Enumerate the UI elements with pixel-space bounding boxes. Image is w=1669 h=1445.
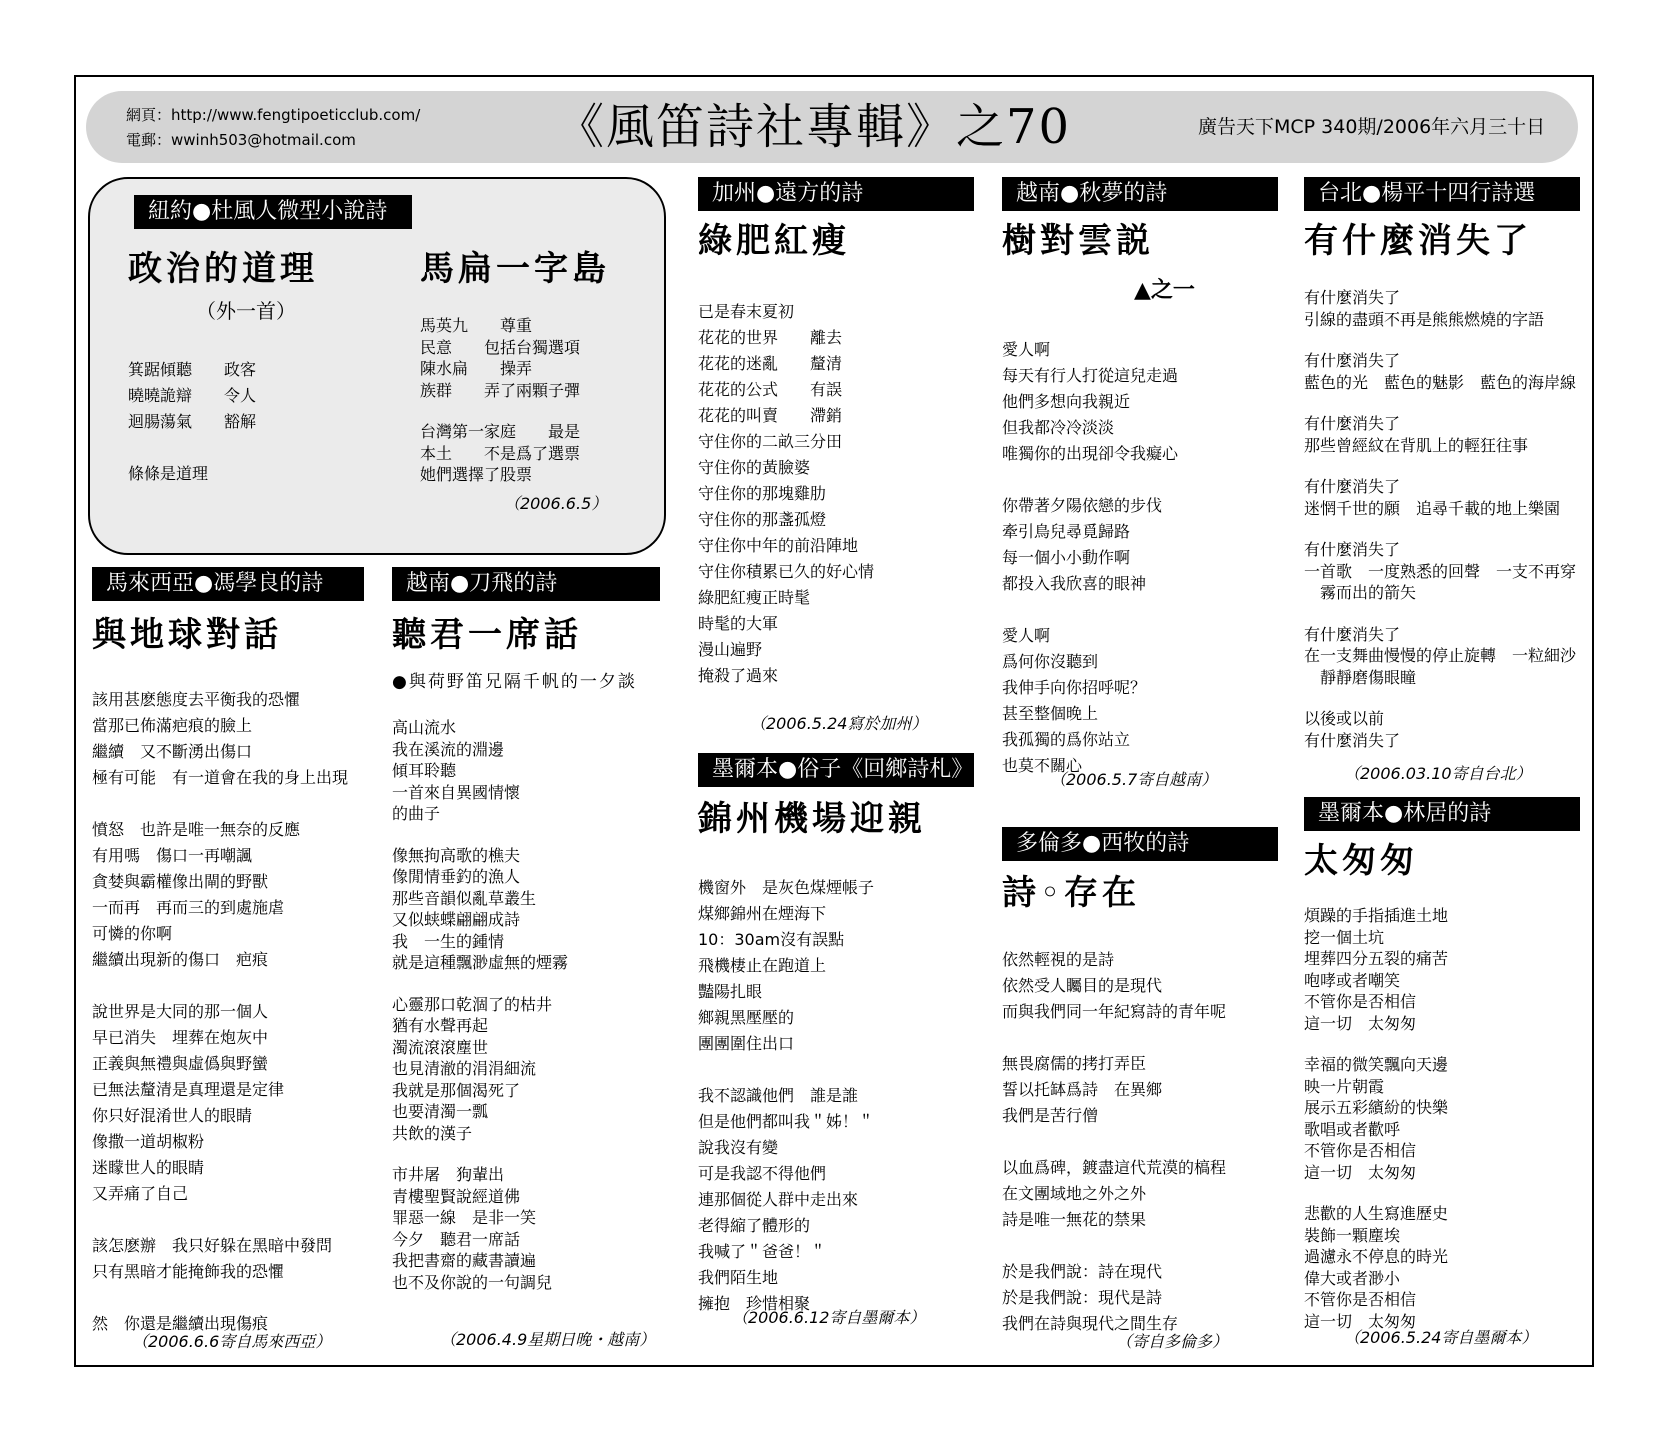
stanza-break <box>1304 519 1576 539</box>
poem-line: 我們在詩與現代之間生存 <box>1002 1314 1179 1333</box>
poem-line: 鄉親黑壓壓的 <box>698 1008 795 1027</box>
poem-line: 那些曾經紋在背肌上的輕狂往事 <box>1304 435 1529 455</box>
poem-title: 與地球對話 <box>92 615 282 655</box>
poem-line: 一首歌 一度熟悉的回聲 一支不再穿 <box>1304 561 1577 581</box>
poem-line: 幸福的微笑飄向天邊 <box>1304 1055 1449 1074</box>
poem-line: 不管你是否相信 <box>1304 992 1417 1011</box>
poem-line: 飛機棲止在跑道上 <box>698 956 827 975</box>
stanza-break <box>1002 1129 1226 1155</box>
poem-line: 罪惡一線 是非一笑 <box>392 1208 537 1227</box>
poem-line: 唯獨你的出現卻令我癡心 <box>1002 444 1179 463</box>
poem-date: （2006.03.10寄自台北） <box>1344 764 1532 783</box>
poem-line: 一首來自異國情懷 <box>392 782 521 802</box>
poem-line: 誓以托缽爲詩 在異鄉 <box>1002 1080 1163 1099</box>
poem-line: 老得縮了體形的 <box>698 1216 811 1235</box>
poem-line: 說世界是大同的那一個人 <box>92 1002 269 1021</box>
malaysia-tag: 馬來西亞●馮學良的詩 <box>92 567 364 601</box>
poem-line: 也要清濁一瓢 <box>392 1102 489 1121</box>
poem-body <box>420 315 580 486</box>
stanza-break <box>1002 1233 1226 1259</box>
poem-line: 詩是唯一無花的禁果 <box>1002 1210 1147 1229</box>
poem-line: 守住你的黃臉婆 <box>698 458 811 477</box>
poem-title: 錦州機場迎親 <box>698 799 926 839</box>
poem-line: 箕踞傾聽 政客 <box>128 360 257 379</box>
poem-line: 靜靜磨傷眼瞳 <box>1304 667 1417 687</box>
poem-line: 她們選擇了股票 <box>420 465 533 484</box>
newspaper-page <box>74 75 1594 1367</box>
poem-body <box>392 717 568 1293</box>
poem-line: 我們是苦行僧 <box>1002 1106 1099 1125</box>
poem-line: 也莫不關心 <box>1002 756 1083 775</box>
poem-line: 愛人啊 <box>1002 626 1051 645</box>
poem-line: 已是春末夏初 <box>698 302 795 321</box>
poem-line: 就是這種飄渺虛無的煙霧 <box>392 953 569 972</box>
poem-line: 極有可能 有一道會在我的身上出現 <box>92 768 349 787</box>
poem-line: 族群 弄了兩顆子彈 <box>420 380 581 400</box>
poem-title: 政治的道理 <box>128 249 318 289</box>
poem-line: 這一切 太匆匆 <box>1304 1013 1417 1033</box>
poem-line: 有用嗎 傷口一再嘲諷 <box>92 846 253 865</box>
poem-line: 青樓聖賢說經道佛 <box>392 1186 521 1206</box>
poem-line: 本土 不是爲了選票 <box>420 443 581 463</box>
poem-title: 樹對雲説 <box>1002 221 1154 261</box>
poem-body <box>1304 287 1576 751</box>
poem-line: 迷矇世人的眼睛 <box>92 1158 205 1177</box>
poem-line: 不管你是否相信 <box>1304 1141 1417 1160</box>
poem-line: 以血爲碑，鍍盡這代荒漠的槁程 <box>1002 1158 1227 1177</box>
poem-body <box>92 687 348 1337</box>
poem-line: 有什麼消失了 <box>1304 288 1401 307</box>
poem-title: 綠肥紅瘦 <box>698 221 850 261</box>
poem-line: 有什麼消失了 <box>1304 730 1401 750</box>
poem-line: 掩殺了過來 <box>698 666 779 685</box>
poem-line: 有什麼消失了 <box>1304 477 1401 496</box>
poem-body <box>1304 905 1448 1332</box>
poem-line: 在一支舞曲慢慢的停止旋轉 一粒細沙 <box>1304 646 1577 665</box>
poem-line: 的曲子 <box>392 804 441 823</box>
poem-line: 悲歡的人生寫進歷史 <box>1304 1204 1449 1223</box>
poem-line: 但是他們都叫我＂姊！＂ <box>698 1112 875 1131</box>
poem-line: 又弄痛了自己 <box>92 1184 189 1203</box>
stanza-break <box>1002 1025 1226 1051</box>
poem-line: 愛人啊 <box>1002 340 1051 359</box>
stanza-break <box>392 974 568 994</box>
stanza-break <box>92 791 348 817</box>
poem-line: 猶有水聲再起 <box>392 1016 489 1035</box>
poem-line: 花花的叫賣 滯銷 <box>698 406 843 425</box>
poem-line: 守住你的那塊雞肋 <box>698 484 827 503</box>
poem-date: （2006.5.7寄自越南） <box>1050 770 1218 789</box>
poem-line: 心靈那口乾涸了的枯井 <box>392 994 553 1014</box>
poem-line: 有什麼消失了 <box>1304 351 1401 370</box>
poem-line: 10：30am沒有誤點 <box>698 930 845 949</box>
poem-subtitle: ▲之一 <box>1134 278 1195 303</box>
issue-info: 廣告天下MCP 340期/2006年六月三十日 <box>1198 116 1546 138</box>
page-title: 《風笛詩社專輯》之70 <box>556 99 1072 155</box>
poem-line: 依然輕視的是詩 <box>1002 950 1115 969</box>
poem-line: 也不及你說的一句調兒 <box>392 1272 553 1292</box>
poem-line: 該怎麽辦 我只好躲在黑暗中發問 <box>92 1236 333 1255</box>
poem-line: 漫山遍野 <box>698 640 763 659</box>
poem-date: （2006.4.9星期日晚・越南） <box>440 1330 656 1349</box>
stanza-break <box>1304 330 1576 350</box>
poem-line: 有什麼消失了 <box>1304 540 1401 559</box>
poem-line: 像無拘高歌的樵夫 <box>392 845 521 865</box>
poem-line: 又似蛱蝶翩翩成詩 <box>392 910 521 929</box>
poem-line: 共飲的漢子 <box>392 1123 473 1143</box>
poem-line: 我伸手向你招呼呢？ <box>1002 678 1147 697</box>
stanza-break <box>1304 604 1576 624</box>
poem-line: 正義與無禮與虛僞與野蠻 <box>92 1054 269 1073</box>
stanza-break <box>1002 467 1178 493</box>
poem-line: 煩躁的手指插進土地 <box>1304 906 1449 925</box>
poem-line: 甚至整個晚上 <box>1002 704 1099 723</box>
poem-line: 像閒情垂釣的漁人 <box>392 867 521 886</box>
stanza-break <box>92 973 348 999</box>
poem-line: 爲何你沒聽到 <box>1002 652 1099 671</box>
poem-line: 迴腸蕩氣 豁解 <box>128 412 257 431</box>
website-link[interactable]: 網頁：http://www.fengtipoeticclub.com/ <box>126 106 421 124</box>
poem-line: 煤鄉錦州在煙海下 <box>698 904 827 923</box>
poem-line: 挖一個土坑 <box>1304 927 1385 947</box>
poem-line: 也見清澈的涓涓細流 <box>392 1059 537 1078</box>
poem-line: 只有黑暗才能掩飾我的恐懼 <box>92 1262 285 1281</box>
poem-subtitle: （外一首） <box>196 299 296 323</box>
poem-title: 有什麼消失了 <box>1304 221 1532 261</box>
vn-blade-tag: 越南●刀飛的詩 <box>392 567 660 601</box>
poem-line: 該用甚麽態度去平衡我的恐懼 <box>92 690 301 709</box>
poem-line: 映一片朝霞 <box>1304 1076 1385 1096</box>
poem-date: （2006.6.6寄自馬來西亞） <box>132 1332 332 1351</box>
poem-line: 然 你還是繼續出現傷痕 <box>92 1314 269 1333</box>
poem-line: 都投入我欣喜的眼神 <box>1002 574 1147 593</box>
poem-title: 太匆匆 <box>1304 841 1418 881</box>
poem-line: 守住你積累已久的好心情 <box>698 562 875 581</box>
poem-line: 豔陽扎眼 <box>698 982 763 1001</box>
poem-line: 裝飾一顆塵埃 <box>1304 1225 1401 1245</box>
poem-line: 一而再 再而三的到處施虐 <box>92 898 285 917</box>
poem-line: 我不認識他們 誰是誰 <box>698 1086 859 1105</box>
poem-line: 高山流水 <box>392 718 457 737</box>
poem-line: 當那已佈滿疤痕的臉上 <box>92 716 253 735</box>
poem-line: 民意 包括台獨選項 <box>420 337 581 357</box>
poem-line: 那些音韻似亂草叢生 <box>392 888 537 908</box>
poem-line: 台灣第一家庭 最是 <box>420 422 581 441</box>
poem-body <box>128 357 256 487</box>
poem-line: 引線的盡頭不再是熊熊燃燒的字語 <box>1304 309 1545 329</box>
poem-line: 我就是那個渴死了 <box>392 1080 521 1100</box>
poem-line: 市井屠 狗輩出 <box>392 1165 505 1184</box>
poem-line: 時髦的大軍 <box>698 614 779 633</box>
poem-title: 詩◦存在 <box>1002 873 1141 913</box>
stanza-break <box>1002 597 1178 623</box>
poem-title: 馬扁一字島 <box>420 249 610 289</box>
poem-body <box>698 299 874 689</box>
poem-line: 霧而出的箭矢 <box>1304 583 1417 602</box>
nyc-section <box>88 177 666 555</box>
masthead <box>86 91 1578 163</box>
poem-line: 有什麼消失了 <box>1304 414 1401 433</box>
poem-line: 陳水扁 操弄 <box>420 359 533 378</box>
poem-date: （2006.5.24寫於加州） <box>750 714 928 733</box>
stanza-break <box>1304 1183 1448 1203</box>
poem-line: 埋葬四分五裂的痛苦 <box>1304 949 1449 968</box>
poem-line: 他們多想向我親近 <box>1002 392 1131 411</box>
melb-lin-tag: 墨爾本●林居的詩 <box>1304 797 1580 831</box>
poem-line: 花花的公式 有誤 <box>698 380 843 399</box>
poem-line: 在文團域地之外之外 <box>1002 1184 1147 1203</box>
poem-date: （2006.6.5） <box>504 494 608 513</box>
poem-date: （寄自多倫多） <box>1116 1332 1229 1351</box>
poem-subtitle: ●與荷野笛兄隔千帆的一夕談 <box>392 672 637 692</box>
poem-line: 以後或以前 <box>1304 709 1385 728</box>
poem-line: 不管你是否相信 <box>1304 1290 1417 1309</box>
poem-line: 這一切 太匆匆 <box>1304 1311 1417 1331</box>
poem-line: 你只好混淆世人的眼睛 <box>92 1106 253 1125</box>
ca-tag: 加州●遠方的詩 <box>698 177 974 211</box>
poem-line: 我把書齋的藏書讀遍 <box>392 1251 537 1270</box>
poem-line: 繼續出現新的傷口 疤痕 <box>92 950 269 969</box>
poem-line: 迷惘千世的願 追尋千載的地上樂園 <box>1304 498 1561 518</box>
poem-line: 依然受人矚目的是現代 <box>1002 976 1163 995</box>
poem-line: 已無法釐清是真理還是定律 <box>92 1080 285 1099</box>
poem-line: 展示五彩繽紛的快樂 <box>1304 1098 1449 1117</box>
poem-line: 我在溪流的淵邊 <box>392 739 505 759</box>
poem-line: 這一切 太匆匆 <box>1304 1162 1417 1182</box>
stanza-break <box>128 435 256 461</box>
email-link[interactable]: 電郵：wwinh503@hotmail.com <box>126 131 356 149</box>
nyc-tag: 紐約●杜風人微型小說詩 <box>134 195 412 229</box>
poem-line: 但我都冷冷淡淡 <box>1002 418 1115 437</box>
poem-line: 無畏腐儒的拷打弄臣 <box>1002 1054 1147 1073</box>
poem-line: 花花的世界 離去 <box>698 328 843 347</box>
stanza-break <box>392 825 568 845</box>
poem-line: 說我沒有變 <box>698 1138 779 1157</box>
poem-line: 我孤獨的爲你站立 <box>1002 730 1131 749</box>
poem-line: 今夕 聽君一席話 <box>392 1229 521 1249</box>
poem-line: 你帶著夕陽依戀的步伐 <box>1002 496 1163 515</box>
poem-line: 歌唱或者歡呼 <box>1304 1119 1401 1139</box>
poem-line: 我 一生的鍾情 <box>392 931 505 951</box>
stanza-break <box>698 1057 874 1083</box>
poem-line: 於是我們說：現代是詩 <box>1002 1288 1163 1307</box>
poem-line: 擁抱 珍惜相聚 <box>698 1294 811 1313</box>
poem-line: 花花的迷亂 釐清 <box>698 354 843 373</box>
poem-line: 早已消失 埋葬在炮灰中 <box>92 1028 269 1047</box>
poem-body <box>1002 947 1226 1337</box>
poem-line: 可憐的你啊 <box>92 924 173 943</box>
poem-line: 守住你的二畝三分田 <box>698 432 843 451</box>
vn-autumn-tag: 越南●秋夢的詩 <box>1002 177 1278 211</box>
poem-line: 傾耳聆聽 <box>392 761 457 780</box>
poem-line: 過濾永不停息的時光 <box>1304 1247 1449 1266</box>
poem-line: 憤怒 也許是唯一無奈的反應 <box>92 820 301 839</box>
stanza-break <box>92 1207 348 1233</box>
poem-line: 每一個小小動作啊 <box>1002 548 1131 567</box>
stanza-break <box>92 1285 348 1311</box>
poem-line: 我們陌生地 <box>698 1268 779 1287</box>
poem-line: 像撒一道胡椒粉 <box>92 1132 205 1151</box>
taipei-tag: 台北●楊平十四行詩選 <box>1304 177 1580 211</box>
poem-line: 守住你的那盞孤燈 <box>698 510 827 529</box>
poem-line: 條條是道理 <box>128 464 209 483</box>
poem-line: 可是我認不得他們 <box>698 1164 827 1183</box>
poem-line: 繼續 又不斷湧出傷口 <box>92 742 253 761</box>
poem-line: 綠肥紅瘦正時髦 <box>698 588 811 607</box>
poem-line: 連那個從人群中走出來 <box>698 1190 859 1209</box>
stanza-break <box>392 1144 568 1164</box>
poem-line: 機窗外 是灰色煤煙帳子 <box>698 878 875 897</box>
stanza-break <box>1304 456 1576 476</box>
toronto-tag: 多倫多●西牧的詩 <box>1002 827 1278 861</box>
poem-body <box>698 875 874 1317</box>
poem-line: 馬英九 尊重 <box>420 316 533 335</box>
poem-line: 咆哮或者嘲笑 <box>1304 970 1401 990</box>
poem-line: 藍色的光 藍色的魅影 藍色的海岸線 <box>1304 372 1577 392</box>
stanza-break <box>1304 688 1576 708</box>
poem-line: 牽引鳥兒尋覓歸路 <box>1002 522 1131 541</box>
poem-line: 曉曉詭辯 令人 <box>128 386 257 405</box>
poem-line: 於是我們說：詩在現代 <box>1002 1262 1163 1281</box>
poem-line: 有什麼消失了 <box>1304 624 1401 644</box>
poem-line: 而與我們同一年紀寫詩的青年呢 <box>1002 1002 1227 1021</box>
poem-line: 濁流滾滾塵世 <box>392 1037 489 1057</box>
poem-line: 守住你中年的前沿陣地 <box>698 536 859 555</box>
poem-body <box>1002 337 1178 779</box>
poem-title: 聽君一席話 <box>392 615 582 655</box>
poem-line: 偉大或者渺小 <box>1304 1268 1401 1288</box>
stanza-break <box>1304 1034 1448 1054</box>
poem-date: （2006.6.12寄自墨爾本） <box>732 1308 926 1327</box>
poem-line: 貪婪與霸權像出閘的野獸 <box>92 872 269 891</box>
poem-line: 每天有行人打從這兒走過 <box>1002 366 1179 385</box>
poem-line: 團團圍住出口 <box>698 1034 795 1053</box>
contact-info <box>126 103 420 153</box>
stanza-break <box>420 401 580 421</box>
stanza-break <box>1304 393 1576 413</box>
melb-su-tag: 墨爾本●俗子《回鄉詩札》 <box>698 753 974 787</box>
poem-date: （2006.5.24寄自墨爾本） <box>1344 1328 1538 1347</box>
poem-line: 我喊了＂爸爸！＂ <box>698 1242 827 1261</box>
